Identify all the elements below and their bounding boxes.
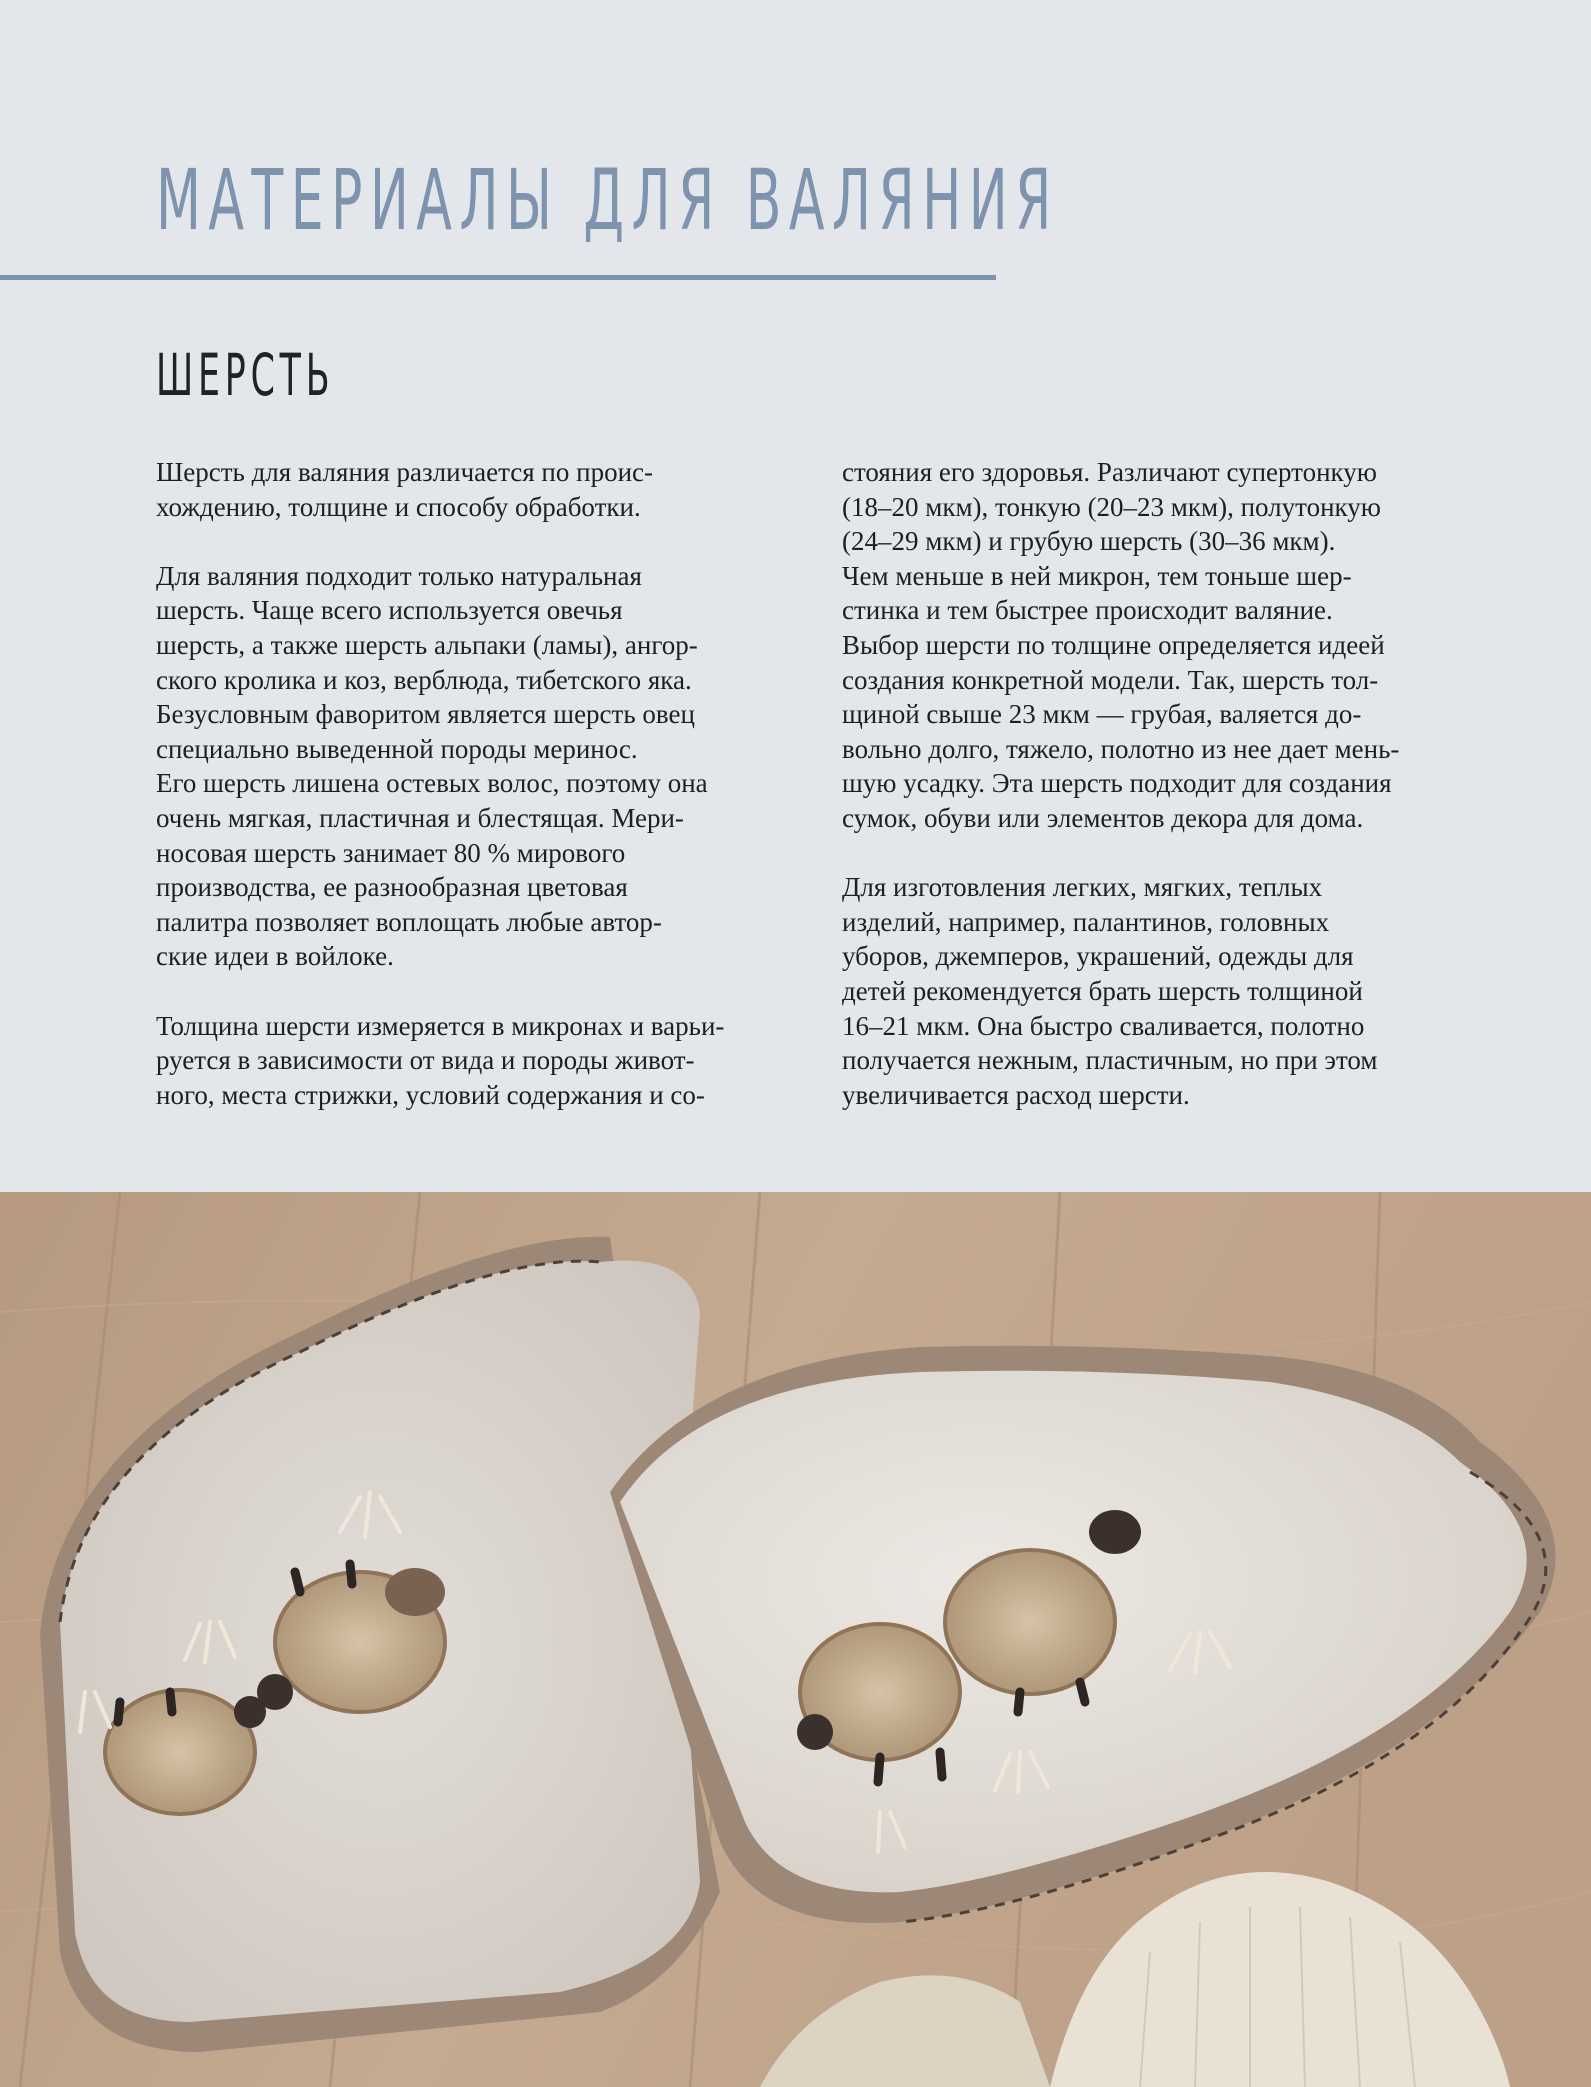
title-underline xyxy=(0,275,996,280)
paragraph: Для изготовления легких, мягких, теплых изделий, например, палантинов, головных уборов, джемперов, украшений, одежды для детей рекомендуется брать шерсть толщиной 16–21 мкм. Она быстро сваливается, полотно получается нежным, пластичным, но при этом увеличивается расход шерсти. xyxy=(842,872,1378,1110)
section-title: ШЕРСТЬ xyxy=(156,341,335,409)
text-column-right xyxy=(842,455,1482,1112)
paragraph: Толщина шерсти измеряется в микронах и варьи- руется в зависимости от вида и породы живот- ного, места стрижки, условий содержания и со- xyxy=(156,1010,725,1110)
chapter-title: МАТЕРИАЛЫ ДЛЯ ВАЛЯНИЯ xyxy=(156,151,1059,249)
paragraph: Для валяния подходит только натуральная шерсть. Чаще всего используется овечья шерсть, а также шерсть альпаки (ламы), ангор- ского кролика и коз, верблюда, тибетского яка. Безусловным фаворитом является шерсть овец специально выведенной породы меринос. Его шерсть лишена остевых волос, поэтому она очень мягкая, пластичная и блестящая. Мери- носовая шерсть занимает 80 % мирового производства, ее разнообразная цветовая палитра позволяет воплощать любые автор- ские идеи в войлоке. xyxy=(156,560,708,972)
paragraph: стояния его здоровья. Различают супертонкую (18–20 мкм), тонкую (20–23 мкм), полутонкую (24–29 мкм) и грубую шерсть (30–36 мкм). Чем меньше в ней микрон, тем тоньше шер- стинка и тем быстрее происходит валяние. Выбор шерсти по толщине определяется идеей создания конкретной модели. Так, шерсть тол- щиной свыше 23 мкм — грубая, валяется до- вольно долго, тяжело, полотно из нее дает мень- шую усадку. Эта шерсть подходит для создания сумок, обуви или элементов декора для дома. xyxy=(842,457,1400,833)
paragraph: Шерсть для валяния различается по проис- хождению, толщине и способу обработки. xyxy=(156,457,653,522)
text-column-left xyxy=(156,455,796,1112)
felt-boots-photo xyxy=(0,1192,1591,2087)
